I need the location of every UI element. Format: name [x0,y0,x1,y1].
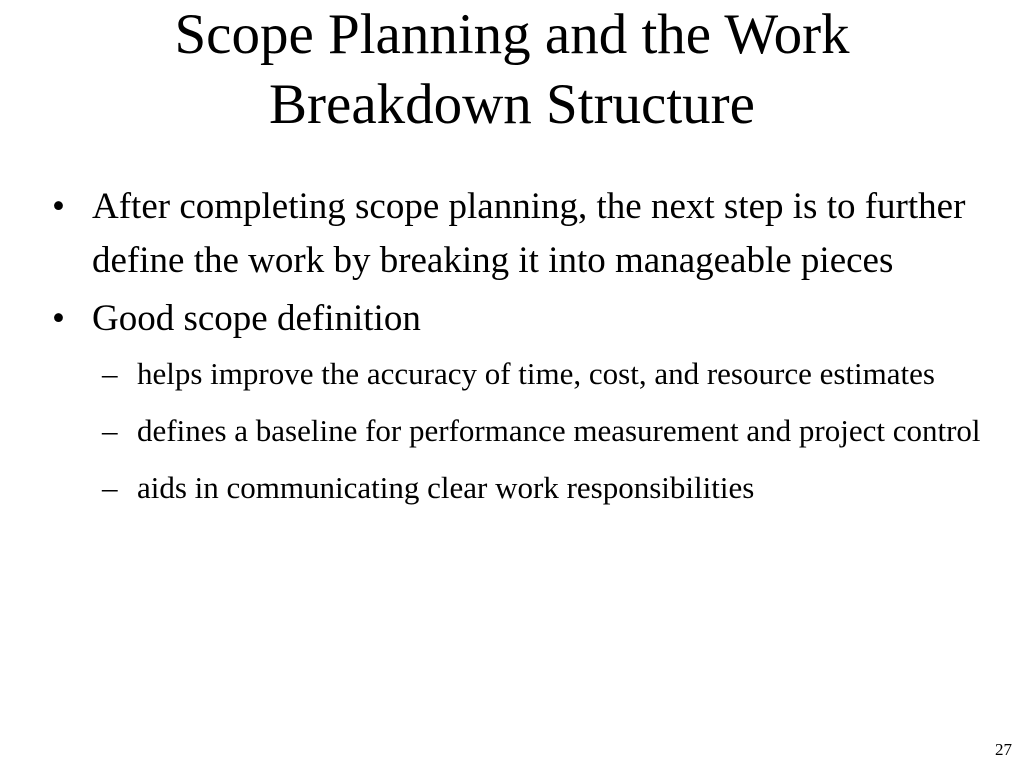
bullet-text: After completing scope planning, the next step is to further define the work by breaking it into manageable pieces [92,186,966,281]
sub-bullet-item [52,464,992,511]
sub-bullet-marker: – [102,356,118,391]
bullet-item [52,180,992,288]
bullet-item [52,292,992,346]
sub-bullet-text: defines a baseline for performance measurement and project control [137,413,981,448]
sub-bullet-item [52,407,992,454]
slide-title-line-1: Scope Planning and the Work [174,3,850,66]
sub-bullet-text: helps improve the accuracy of time, cost, and resource estimates [137,356,935,391]
sub-bullet-item [52,350,992,397]
sub-bullet-marker: – [102,470,118,505]
slide-title [0,0,1024,140]
sub-bullet-marker: – [102,413,118,448]
bullet-text: Good scope definition [92,298,421,339]
bullet-marker: • [52,186,65,227]
bullet-marker: • [52,298,65,339]
page-number: 27 [995,740,1012,759]
sub-bullet-text: aids in communicating clear work responsibilities [137,470,755,505]
slide-body [52,180,992,521]
slide-title-line-2: Breakdown Structure [269,73,755,136]
